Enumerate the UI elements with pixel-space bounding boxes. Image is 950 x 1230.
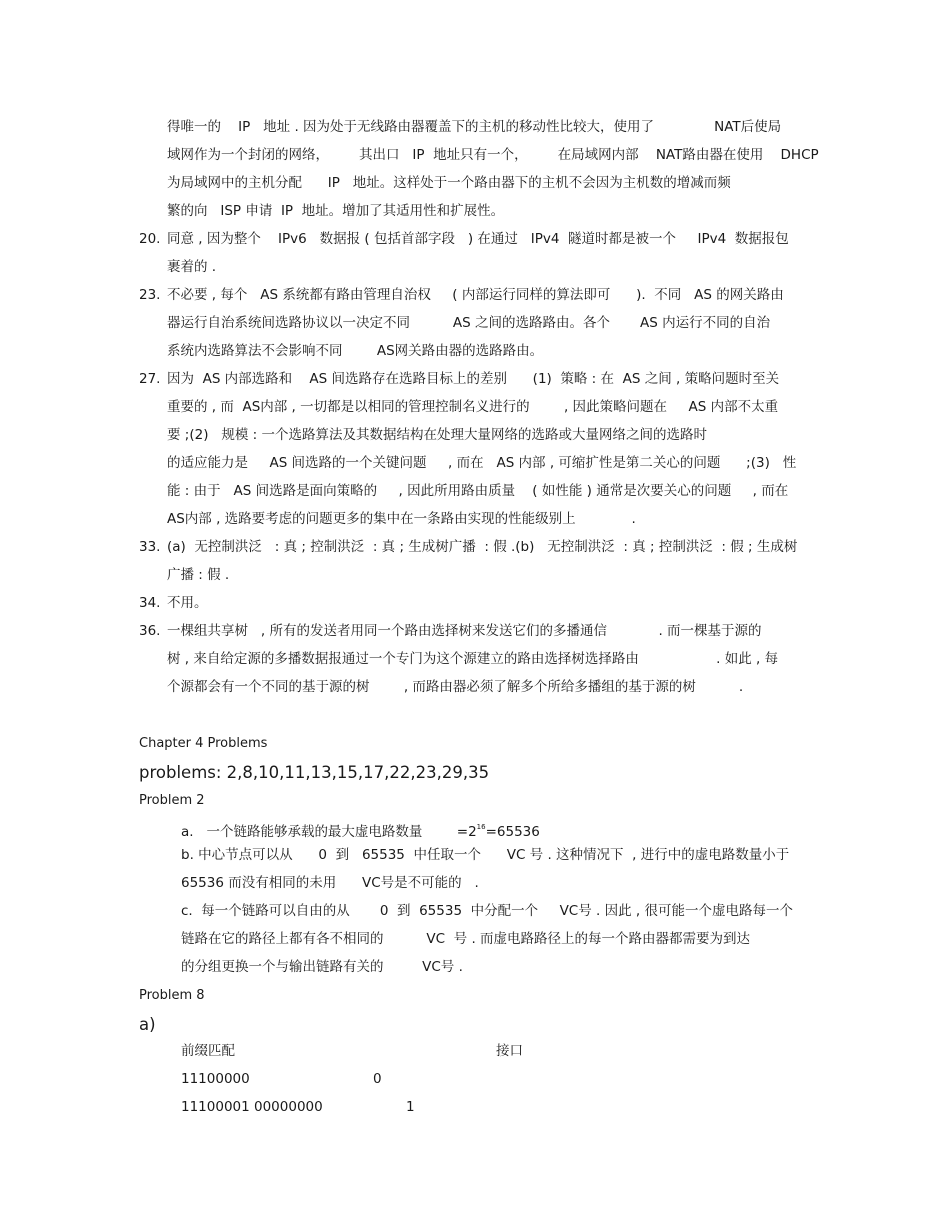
text-line: 器运行自治系统间选路协议以一决定不同 AS 之间的选路路由。各个 AS 内运行不同的自治 (167, 315, 771, 331)
text-line: 链路在它的路径上都有各不相同的 VC 号 . 而虚电路路径上的每一个路由器都需要为到达 (181, 931, 751, 947)
answer-number: 20. (139, 231, 161, 247)
problems-list: problems: 2,8,10,11,13,15,17,22,23,29,35 (139, 763, 490, 782)
answer-number: 36. (139, 623, 161, 639)
text-line: 因为 AS 内部选路和 AS 间选路存在选路目标上的差别 (1) 策略 : 在 AS 之间 , 策略问题时至关 (167, 371, 780, 387)
text-line: 域网作为一个封闭的网络， 其出口 IP 地址只有一个， 在局域网内部 NAT路由器在使用 DHCP (167, 147, 819, 163)
text-line: 同意 , 因为整个 IPv6 数据报 ( 包括首部字段 ) 在通过 IPv4 隧道时都是被一个 IPv4 数据报包 (167, 231, 789, 247)
part-a-text: a. 一个链路能够承载的最大虚电路数量 =2 (181, 824, 477, 840)
text-line: AS内部 , 选路要考虑的问题更多的集中在一条路由实现的性能级别上 . (167, 511, 636, 527)
part-label: a) (139, 1015, 156, 1034)
text-line: 要 ;(2) 规模 : 一个选路算法及其数据结构在处理大量网络的选路或大量网络之间的选路时 (167, 427, 707, 443)
text-line: (a) 无控制洪泛 : 真 ; 控制洪泛 : 真 ; 生成树广播 : 假 .(b) 无控制洪泛 : 真 ; 控制洪泛 : 假 ; 生成树 (167, 539, 798, 555)
text-line: 重要的 , 而 AS内部 , 一切都是以相同的管理控制名义进行的 , 因此策略问题在 AS 内部不太重 (167, 399, 779, 415)
text-line: 个源都会有一个不同的基于源的树 , 而路由器必须了解多个所给多播组的基于源的树 . (167, 679, 744, 695)
answer-number: 23. (139, 287, 161, 303)
text-line: 能 : 由于 AS 间选路是面向策略的 , 因此所用路由质量 ( 如性能 ) 通常是次要关心的问题 , 而在 (167, 483, 789, 499)
column-header-interface: 接口 (496, 1043, 523, 1059)
text-line: c. 每一个链路可以自由的从 0 到 65535 中分配一个 VC号 . 因此 , 很可能一个虚电路每一个 (181, 903, 793, 919)
text-line: 65536 而没有相同的未用 VC号是不可能的 . (181, 875, 479, 891)
text-line (181, 818, 540, 841)
text-line: 的分组更换一个与输出链路有关的 VC号 . (181, 959, 463, 975)
text-line: 繁的向 ISP 申请 IP 地址。增加了其适用性和扩展性。 (167, 203, 505, 219)
chapter-title: Chapter 4 Problems (139, 736, 268, 751)
text-line: 不用。 (167, 595, 208, 611)
answer-number: 34. (139, 595, 161, 611)
prefix-cell: 11100001 00000000 (181, 1099, 323, 1115)
text-line: 系统内选路算法不会影响不同 AS网关路由器的选路路由。 (167, 343, 544, 359)
text-line: 一棵组共享树 , 所有的发送者用同一个路由选择树来发送它们的多播通信 . 而一棵基于源的 (167, 623, 762, 639)
text-line: b. 中心节点可以从 0 到 65535 中任取一个 VC 号 . 这种情况下 , 进行中的虚电路数量小于 (181, 847, 790, 863)
text-line: 为局域网中的主机分配 IP 地址。这样处于一个路由器下的主机不会因为主机数的增减而频 (167, 175, 731, 191)
part-a-result: =65536 (485, 824, 540, 840)
prefix-cell: 11100000 (181, 1071, 250, 1087)
text-line: 不必要 , 每个 AS 系统都有路由管理自治权 ( 内部运行同样的算法即可 ). 不同 AS 的网关路由 (167, 287, 784, 303)
text-line: 的适应能力是 AS 间选路的一个关键问题 , 而在 AS 内部 , 可缩扩性是第二关心的问题 ;(3) 性 (167, 455, 797, 471)
answer-number: 33. (139, 539, 161, 555)
problem-heading: Problem 8 (139, 988, 205, 1003)
interface-cell: 1 (406, 1099, 415, 1115)
interface-cell: 0 (373, 1071, 382, 1087)
column-header-prefix: 前缀匹配 (181, 1043, 235, 1059)
text-line: 裹着的 . (167, 259, 217, 275)
text-line: 树 , 来自给定源的多播数据报通过一个专门为这个源建立的路由选择树选择路由 . 如此 , 每 (167, 651, 779, 667)
problem-heading: Problem 2 (139, 793, 205, 808)
part-a-exponent: 16 (476, 823, 486, 831)
text-line: 广播 : 假 . (167, 567, 230, 583)
answer-number: 27. (139, 371, 161, 387)
text-line: 得唯一的 IP 地址 . 因为处于无线路由器覆盖下的主机的移动性比较大，使用了 NAT后使局 (167, 119, 782, 135)
